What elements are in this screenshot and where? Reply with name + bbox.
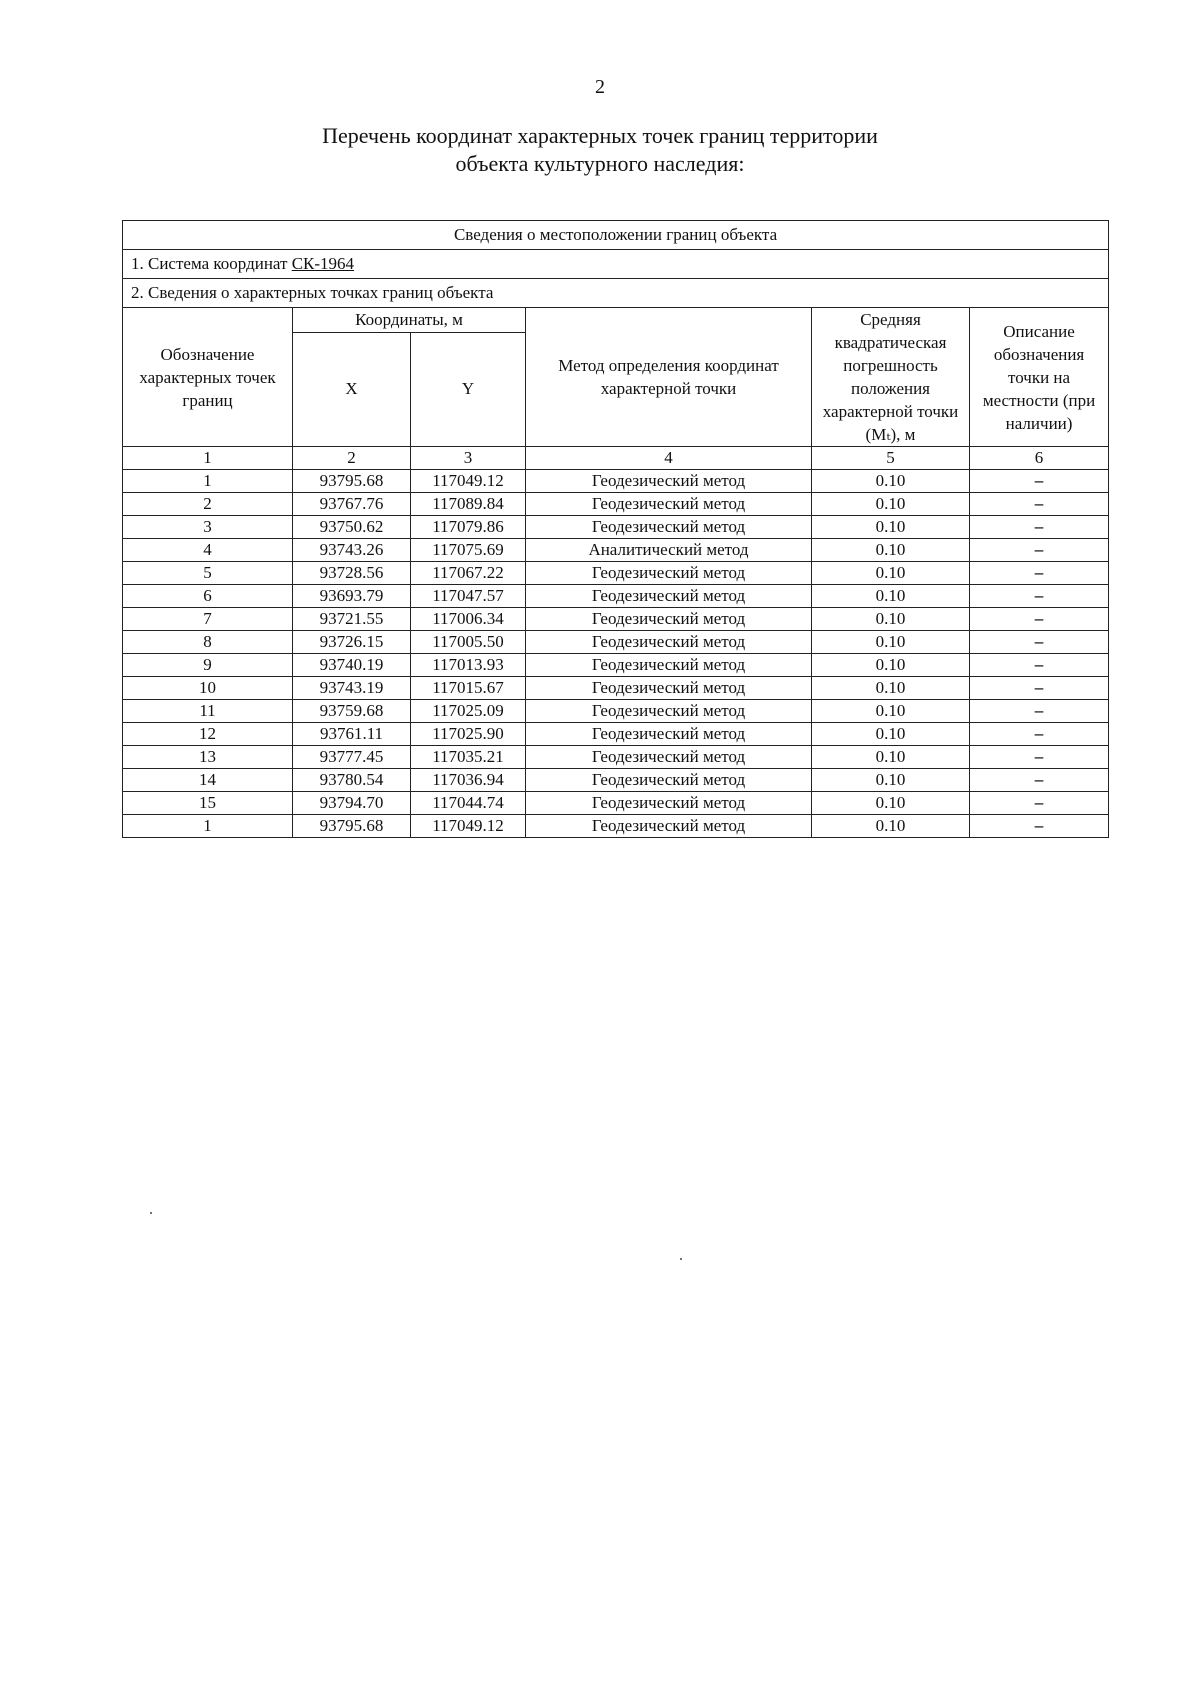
description-cell: –	[970, 493, 1109, 516]
error-cell: 0.10	[812, 654, 970, 677]
description-cell: –	[970, 769, 1109, 792]
method-cell: Геодезический метод	[526, 562, 812, 585]
table-row	[123, 746, 1109, 769]
error-cell: 0.10	[812, 677, 970, 700]
description-cell: –	[970, 654, 1109, 677]
method-cell: Геодезический метод	[526, 700, 812, 723]
x-coordinate-cell: 93795.68	[293, 470, 411, 493]
method-cell: Геодезический метод	[526, 654, 812, 677]
error-cell: 0.10	[812, 585, 970, 608]
table-row	[123, 677, 1109, 700]
y-coordinate-cell: 117025.09	[411, 700, 526, 723]
description-cell: –	[970, 700, 1109, 723]
y-coordinate-cell: 117067.22	[411, 562, 526, 585]
method-cell: Геодезический метод	[526, 677, 812, 700]
x-coordinate-cell: 93777.45	[293, 746, 411, 769]
error-cell: 0.10	[812, 769, 970, 792]
coordinate-system-value: СК-1964	[291, 254, 355, 273]
document-title-line-2: объекта культурного наследия:	[455, 151, 745, 176]
x-coordinate-cell: 93721.55	[293, 608, 411, 631]
y-coordinate-cell: 117079.86	[411, 516, 526, 539]
section-title-row	[123, 221, 1109, 250]
point-cell: 10	[123, 677, 293, 700]
document-title-line-1: Перечень координат характерных точек границ территории	[322, 123, 878, 148]
error-cell: 0.10	[812, 539, 970, 562]
header-error: Средняя квадратическая погрешность положения характерной точки (Mₜ), м	[812, 308, 970, 447]
column-number: 3	[411, 447, 526, 470]
point-cell: 3	[123, 516, 293, 539]
description-cell: –	[970, 608, 1109, 631]
description-cell: –	[970, 746, 1109, 769]
method-cell: Аналитический метод	[526, 539, 812, 562]
point-cell: 7	[123, 608, 293, 631]
description-cell: –	[970, 516, 1109, 539]
method-cell: Геодезический метод	[526, 815, 812, 838]
y-coordinate-cell: 117005.50	[411, 631, 526, 654]
table-row	[123, 562, 1109, 585]
x-coordinate-cell: 93726.15	[293, 631, 411, 654]
method-cell: Геодезический метод	[526, 585, 812, 608]
y-coordinate-cell: 117049.12	[411, 815, 526, 838]
point-cell: 6	[123, 585, 293, 608]
document-title	[0, 122, 1200, 178]
error-cell: 0.10	[812, 608, 970, 631]
y-coordinate-cell: 117035.21	[411, 746, 526, 769]
table-row	[123, 585, 1109, 608]
method-cell: Геодезический метод	[526, 631, 812, 654]
table-row	[123, 470, 1109, 493]
description-cell: –	[970, 792, 1109, 815]
error-cell: 0.10	[812, 723, 970, 746]
point-cell: 11	[123, 700, 293, 723]
table-row	[123, 516, 1109, 539]
table-row	[123, 654, 1109, 677]
description-cell: –	[970, 815, 1109, 838]
method-cell: Геодезический метод	[526, 608, 812, 631]
x-coordinate-cell: 93780.54	[293, 769, 411, 792]
x-coordinate-cell: 93795.68	[293, 815, 411, 838]
table-row	[123, 792, 1109, 815]
error-cell: 0.10	[812, 746, 970, 769]
section-title: Сведения о местоположении границ объекта	[123, 221, 1109, 250]
error-cell: 0.10	[812, 516, 970, 539]
header-row-1	[123, 308, 1109, 333]
error-cell: 0.10	[812, 792, 970, 815]
x-coordinate-cell: 93794.70	[293, 792, 411, 815]
points-section-row	[123, 279, 1109, 308]
point-cell: 9	[123, 654, 293, 677]
method-cell: Геодезический метод	[526, 792, 812, 815]
point-cell: 8	[123, 631, 293, 654]
point-cell: 13	[123, 746, 293, 769]
error-cell: 0.10	[812, 493, 970, 516]
point-cell: 4	[123, 539, 293, 562]
x-coordinate-cell: 93750.62	[293, 516, 411, 539]
y-coordinate-cell: 117025.90	[411, 723, 526, 746]
header-description: Описание обозначения точки на местности (при наличии)	[970, 308, 1109, 447]
column-numbers-row	[123, 447, 1109, 470]
table-row	[123, 608, 1109, 631]
table-row	[123, 631, 1109, 654]
y-coordinate-cell: 117075.69	[411, 539, 526, 562]
description-cell: –	[970, 562, 1109, 585]
description-cell: –	[970, 631, 1109, 654]
x-coordinate-cell: 93767.76	[293, 493, 411, 516]
description-cell: –	[970, 470, 1109, 493]
y-coordinate-cell: 117044.74	[411, 792, 526, 815]
error-cell: 0.10	[812, 631, 970, 654]
error-cell: 0.10	[812, 562, 970, 585]
coordinate-system-row	[123, 250, 1109, 279]
error-cell: 0.10	[812, 700, 970, 723]
y-coordinate-cell: 117015.67	[411, 677, 526, 700]
point-cell: 2	[123, 493, 293, 516]
coordinate-system-label: 1. Система координат	[131, 254, 292, 273]
point-cell: 5	[123, 562, 293, 585]
header-designation: Обозначение характерных точек границ	[123, 308, 293, 447]
method-cell: Геодезический метод	[526, 769, 812, 792]
error-cell: 0.10	[812, 470, 970, 493]
method-cell: Геодезический метод	[526, 493, 812, 516]
y-coordinate-cell: 117013.93	[411, 654, 526, 677]
x-coordinate-cell: 93740.19	[293, 654, 411, 677]
table-row	[123, 539, 1109, 562]
y-coordinate-cell: 117049.12	[411, 470, 526, 493]
x-coordinate-cell: 93743.19	[293, 677, 411, 700]
x-coordinate-cell: 93759.68	[293, 700, 411, 723]
description-cell: –	[970, 723, 1109, 746]
x-coordinate-cell: 93761.11	[293, 723, 411, 746]
point-cell: 1	[123, 815, 293, 838]
column-number: 2	[293, 447, 411, 470]
method-cell: Геодезический метод	[526, 746, 812, 769]
points-section-label: 2. Сведения о характерных точках границ объекта	[123, 279, 1109, 308]
error-cell: 0.10	[812, 815, 970, 838]
point-cell: 14	[123, 769, 293, 792]
column-number: 5	[812, 447, 970, 470]
table-row	[123, 769, 1109, 792]
table-row	[123, 700, 1109, 723]
header-y: Y	[411, 332, 526, 446]
column-number: 4	[526, 447, 812, 470]
header-x: X	[293, 332, 411, 446]
method-cell: Геодезический метод	[526, 516, 812, 539]
coordinates-table	[122, 220, 1109, 838]
header-method: Метод определения координат характерной точки	[526, 308, 812, 447]
method-cell: Геодезический метод	[526, 470, 812, 493]
method-cell: Геодезический метод	[526, 723, 812, 746]
header-coordinates: Координаты, м	[293, 308, 526, 333]
x-coordinate-cell: 93728.56	[293, 562, 411, 585]
description-cell: –	[970, 539, 1109, 562]
point-cell: 12	[123, 723, 293, 746]
point-cell: 15	[123, 792, 293, 815]
scan-speck	[680, 1258, 682, 1260]
y-coordinate-cell: 117006.34	[411, 608, 526, 631]
x-coordinate-cell: 93693.79	[293, 585, 411, 608]
description-cell: –	[970, 585, 1109, 608]
scan-speck	[150, 1212, 152, 1214]
y-coordinate-cell: 117036.94	[411, 769, 526, 792]
point-cell: 1	[123, 470, 293, 493]
column-number: 1	[123, 447, 293, 470]
y-coordinate-cell: 117047.57	[411, 585, 526, 608]
column-number: 6	[970, 447, 1109, 470]
table-row	[123, 815, 1109, 838]
page-number: 2	[595, 76, 605, 98]
description-cell: –	[970, 677, 1109, 700]
coordinate-system-cell	[123, 250, 1109, 279]
y-coordinate-cell: 117089.84	[411, 493, 526, 516]
table-row	[123, 723, 1109, 746]
table-row	[123, 493, 1109, 516]
x-coordinate-cell: 93743.26	[293, 539, 411, 562]
